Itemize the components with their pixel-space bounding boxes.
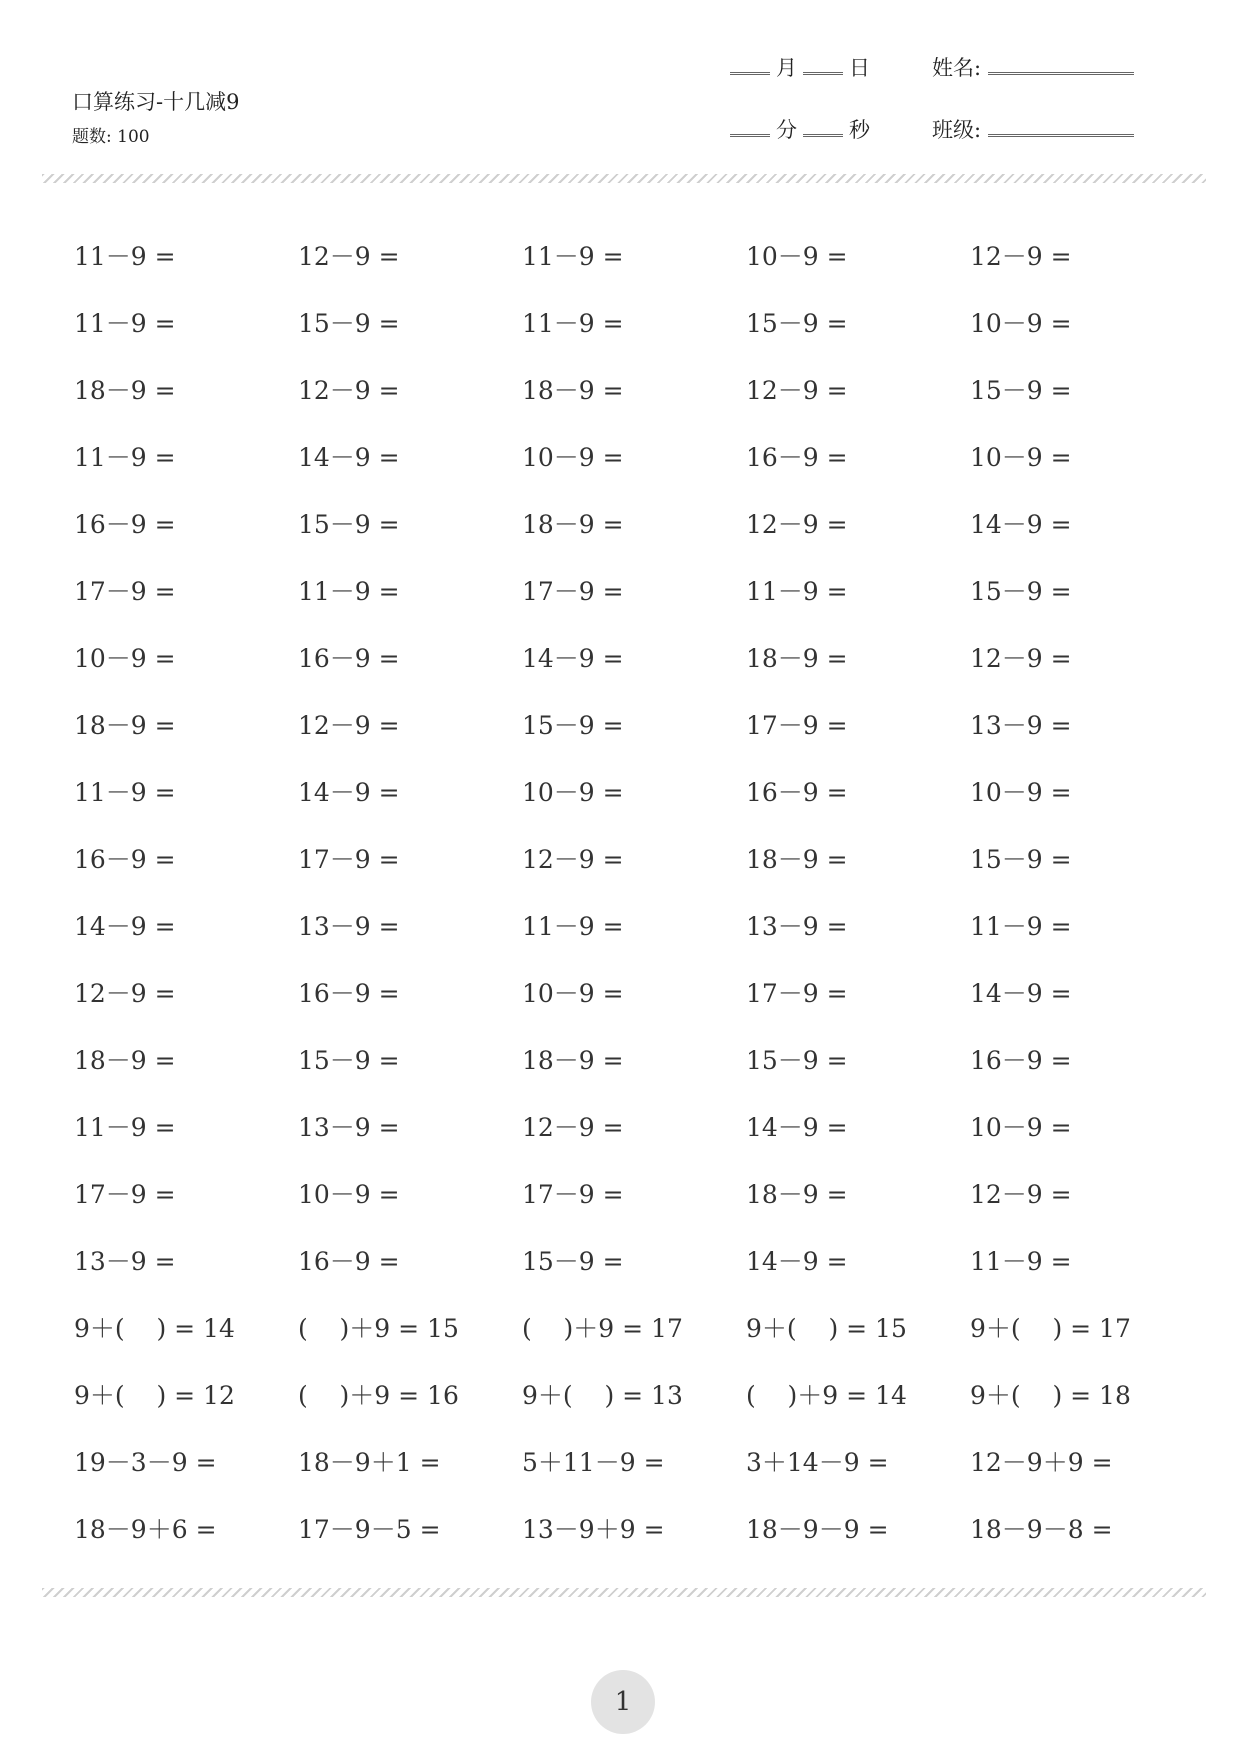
problem-item: 18－9 = [522, 1046, 624, 1075]
day-blank [803, 72, 843, 75]
problem-item: 13－9＋9 = [522, 1515, 665, 1544]
problem-item: 14－9 = [298, 778, 400, 807]
problem-item: 11－9 = [74, 1113, 176, 1142]
class-label: 班级: [932, 118, 982, 142]
bottom-divider [42, 1588, 1206, 1597]
problem-item: 11－9 = [74, 778, 176, 807]
problem-item: 12－9 = [298, 376, 400, 405]
day-label: 日 [849, 56, 870, 80]
name-label: 姓名: [932, 56, 982, 80]
problem-item: ( )＋9 = 14 [746, 1381, 907, 1410]
problem-item: 15－9 = [522, 711, 624, 740]
month-blank [730, 72, 770, 75]
problem-item: 15－9 = [970, 845, 1072, 874]
problem-item: 17－9 = [74, 577, 176, 606]
problem-item: 18－9 = [746, 644, 848, 673]
problem-item: 15－9 = [298, 510, 400, 539]
problem-item: 17－9 = [746, 979, 848, 1008]
problem-item: 16－9 = [970, 1046, 1072, 1075]
worksheet-title: 口算练习-十几减9 [72, 90, 240, 114]
second-blank [803, 134, 843, 137]
problem-item: 9＋( ) = 14 [74, 1314, 235, 1343]
problem-item: 17－9－5 = [298, 1515, 441, 1544]
problem-item: 10－9 = [74, 644, 176, 673]
problem-item: 10－9 = [746, 242, 848, 271]
problem-item: 14－9 = [298, 443, 400, 472]
problem-grid [74, 232, 1204, 1572]
problem-item: 11－9 = [970, 912, 1072, 941]
problem-item: 17－9 = [298, 845, 400, 874]
problem-item: 12－9 = [298, 711, 400, 740]
problem-item: 12－9 = [970, 1180, 1072, 1209]
date-field [730, 52, 876, 82]
problem-item: 12－9 = [522, 1113, 624, 1142]
problem-item: 14－9 = [746, 1113, 848, 1142]
problem-item: 18－9＋6 = [74, 1515, 217, 1544]
problem-item: 15－9 = [522, 1247, 624, 1276]
problem-item: 9＋( ) = 17 [970, 1314, 1131, 1343]
problem-item: 16－9 = [74, 510, 176, 539]
problem-item: 9＋( ) = 15 [746, 1314, 907, 1343]
problem-item: 13－9 = [746, 912, 848, 941]
problem-item: 11－9 = [746, 577, 848, 606]
problem-item: 12－9＋9 = [970, 1448, 1113, 1477]
problem-item: 12－9 = [970, 644, 1072, 673]
problem-count: 题数: 100 [72, 127, 150, 147]
problem-item: ( )＋9 = 15 [298, 1314, 459, 1343]
problem-item: 14－9 = [970, 979, 1072, 1008]
problem-item: 14－9 = [970, 510, 1072, 539]
problem-item: 15－9 = [970, 376, 1072, 405]
minute-label: 分 [776, 118, 797, 142]
problem-item: 15－9 = [298, 1046, 400, 1075]
problem-item: 11－9 = [522, 242, 624, 271]
problem-item: 18－9－8 = [970, 1515, 1113, 1544]
problem-item: 16－9 = [746, 443, 848, 472]
problem-item: 11－9 = [298, 577, 400, 606]
problem-item: 16－9 = [298, 979, 400, 1008]
class-field [932, 114, 1134, 144]
problem-item: 9＋( ) = 13 [522, 1381, 683, 1410]
problem-item: 16－9 = [298, 644, 400, 673]
problem-item: 13－9 = [298, 912, 400, 941]
problem-item: 10－9 = [970, 443, 1072, 472]
problem-item: 14－9 = [522, 644, 624, 673]
problem-item: 19－3－9 = [74, 1448, 217, 1477]
page-number: 1 [591, 1670, 655, 1734]
problem-item: 15－9 = [746, 1046, 848, 1075]
problem-item: 11－9 = [74, 242, 176, 271]
problem-item: 14－9 = [746, 1247, 848, 1276]
problem-item: 11－9 = [970, 1247, 1072, 1276]
problem-item: 12－9 = [746, 510, 848, 539]
second-label: 秒 [849, 118, 870, 142]
problem-item: 13－9 = [298, 1113, 400, 1142]
problem-item: 9＋( ) = 18 [970, 1381, 1131, 1410]
problem-item: 17－9 = [746, 711, 848, 740]
problem-item: 18－9 = [746, 1180, 848, 1209]
problem-item: ( )＋9 = 16 [298, 1381, 459, 1410]
problem-item: 11－9 = [522, 309, 624, 338]
problem-item: 12－9 = [298, 242, 400, 271]
problem-item: 5＋11－9 = [522, 1448, 665, 1477]
problem-item: 10－9 = [970, 309, 1072, 338]
problem-item: 12－9 = [746, 376, 848, 405]
problem-item: ( )＋9 = 17 [522, 1314, 683, 1343]
problem-item: 16－9 = [74, 845, 176, 874]
problem-item: 16－9 = [298, 1247, 400, 1276]
class-blank [988, 134, 1134, 137]
problem-item: 11－9 = [74, 309, 176, 338]
problem-item: 10－9 = [522, 778, 624, 807]
problem-item: 18－9 = [74, 711, 176, 740]
problem-item: 17－9 = [522, 577, 624, 606]
problem-item: 14－9 = [74, 912, 176, 941]
problem-item: 12－9 = [970, 242, 1072, 271]
problem-item: 18－9－9 = [746, 1515, 889, 1544]
problem-item: 13－9 = [74, 1247, 176, 1276]
problem-item: 10－9 = [522, 443, 624, 472]
problem-item: 18－9 = [522, 510, 624, 539]
problem-item: 18－9 = [522, 376, 624, 405]
problem-item: 15－9 = [298, 309, 400, 338]
minute-blank [730, 134, 770, 137]
problem-item: 10－9 = [298, 1180, 400, 1209]
problem-item: 17－9 = [74, 1180, 176, 1209]
problem-item: 16－9 = [746, 778, 848, 807]
problem-item: 18－9＋1 = [298, 1448, 441, 1477]
problem-item: 15－9 = [970, 577, 1072, 606]
problem-item: 15－9 = [746, 309, 848, 338]
problem-item: 18－9 = [746, 845, 848, 874]
month-label: 月 [776, 56, 797, 80]
problem-item: 12－9 = [74, 979, 176, 1008]
top-divider [42, 174, 1206, 183]
problem-item: 3＋14－9 = [746, 1448, 889, 1477]
problem-item: 10－9 = [970, 778, 1072, 807]
problem-item: 11－9 = [74, 443, 176, 472]
problem-item: 18－9 = [74, 376, 176, 405]
problem-item: 12－9 = [522, 845, 624, 874]
name-blank [988, 72, 1134, 75]
time-field [730, 114, 876, 144]
problem-item: 10－9 = [970, 1113, 1072, 1142]
problem-item: 10－9 = [522, 979, 624, 1008]
problem-item: 13－9 = [970, 711, 1072, 740]
problem-item: 11－9 = [522, 912, 624, 941]
problem-item: 17－9 = [522, 1180, 624, 1209]
name-field [932, 52, 1134, 82]
problem-item: 18－9 = [74, 1046, 176, 1075]
problem-item: 9＋( ) = 12 [74, 1381, 235, 1410]
